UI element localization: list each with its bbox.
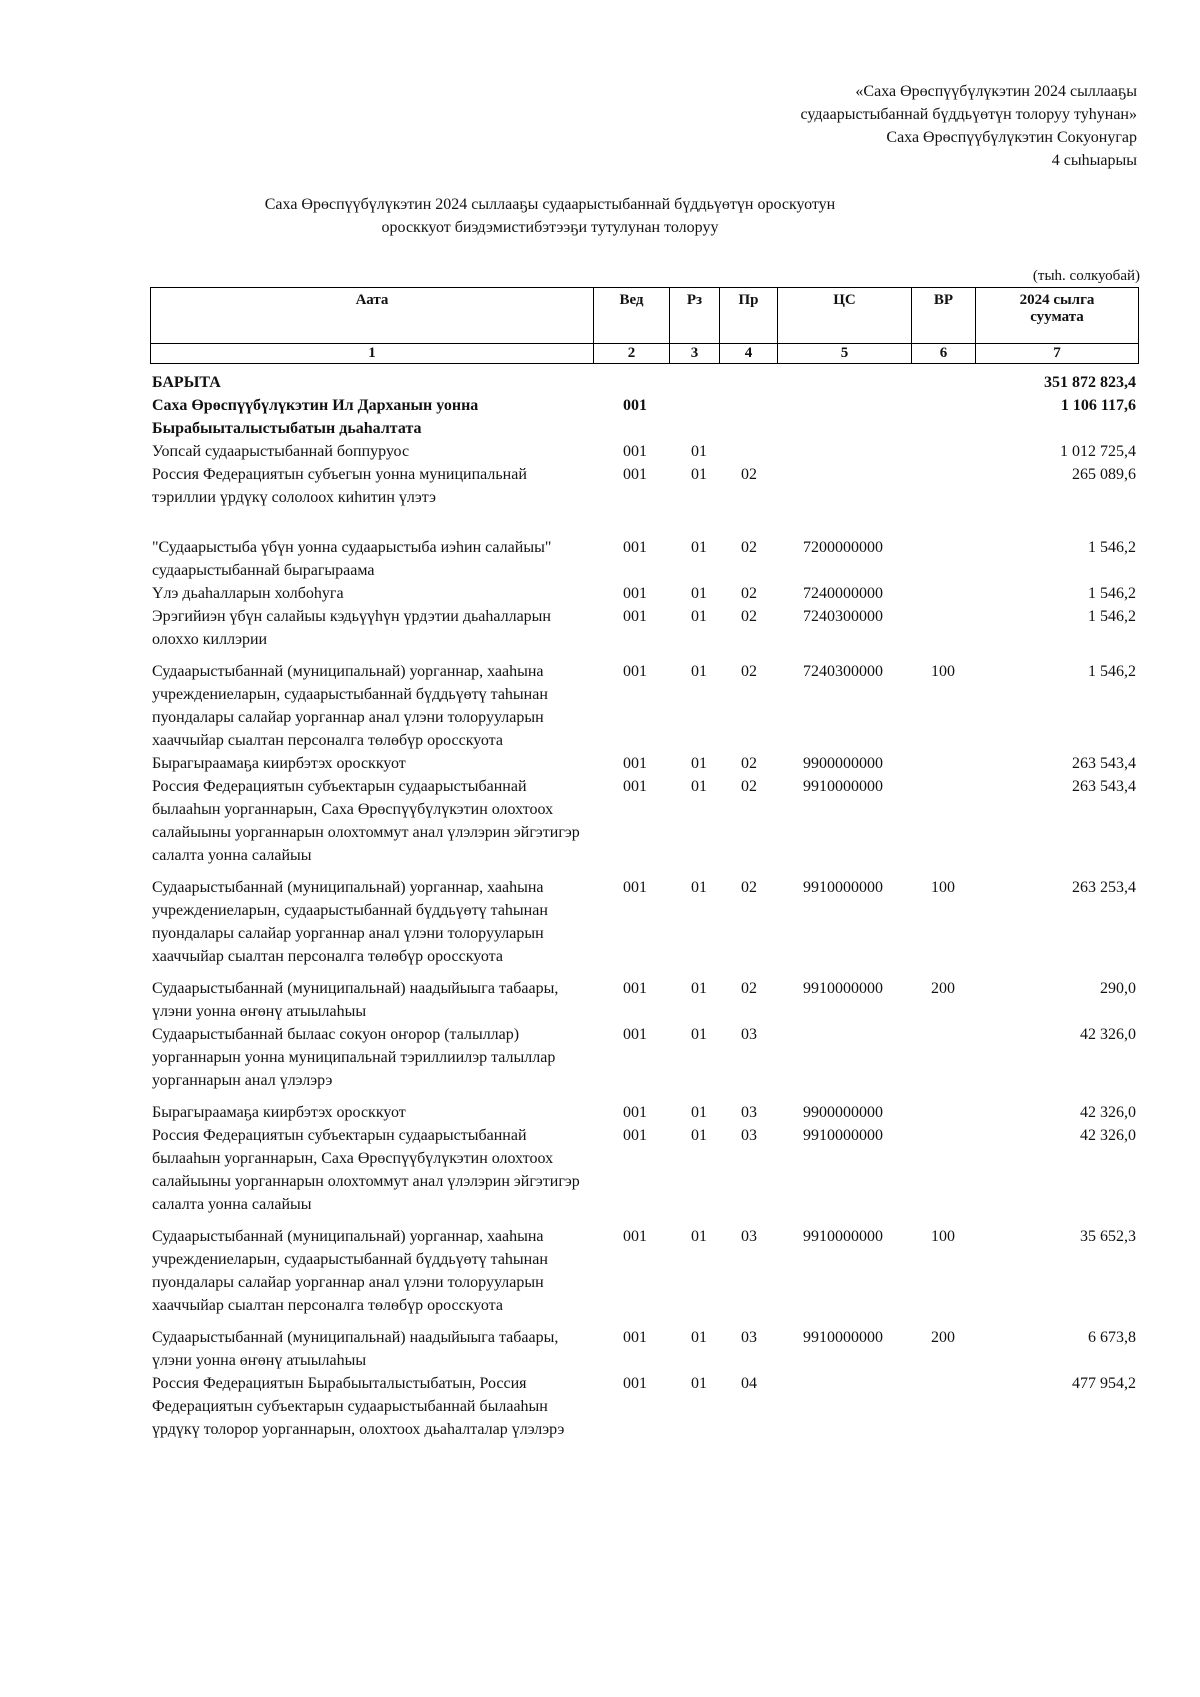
cell-rz: 01: [691, 1104, 707, 1121]
cell-ved: 001: [623, 1228, 647, 1245]
cell-cs: [777, 394, 911, 440]
cell-pr: 02: [741, 663, 757, 680]
cell-name: "Судаарыстыба үбүн уонна судаарыстыба иэһин салайыы" судаарыстыбаннай бырагыраама: [152, 539, 552, 579]
header-amount-line: суумата: [1030, 309, 1084, 325]
title-line: Саха Өрөспүүбүлүкэтин 2024 сыллааҕы судаарыстыбаннай бүддьүөтүн ороскуотун: [264, 196, 836, 213]
cell-rz: 01: [691, 1228, 707, 1245]
cell-rz: 01: [691, 1026, 707, 1043]
header-amount-line: 2024 сылга: [1019, 292, 1095, 308]
cell-ved: 001: [623, 443, 647, 460]
cell-pr: 03: [741, 1104, 757, 1121]
cell-amount: 1 546,2: [1088, 663, 1136, 680]
cell-vr: 100: [931, 663, 955, 680]
cell-pr: [719, 394, 777, 440]
cell-vr: 100: [931, 879, 955, 896]
cell-name: Уопсай судаарыстыбаннай боппуруос: [152, 443, 410, 460]
cell-pr: 02: [741, 539, 757, 556]
cell-vr: 100: [931, 1228, 955, 1245]
cell-vr: 200: [931, 980, 955, 997]
cell-rz: 01: [691, 585, 707, 602]
cell-cs: 9910000000: [803, 1127, 883, 1144]
column-number: 3: [670, 344, 720, 364]
cell-cs: 9910000000: [803, 980, 883, 997]
header-vr: ВР: [912, 288, 976, 344]
cell-name: Үлэ дьаһалларын холбоһуга: [152, 585, 344, 602]
cell-ved: [593, 371, 669, 394]
table-row: [150, 775, 1138, 876]
cell-rz: 01: [691, 1127, 707, 1144]
cell-pr: 03: [741, 1228, 757, 1245]
cell-name: Судаарыстыбаннай (муниципальнай) уорганнар, хааһына учреждениеларын, судаарыстыбаннай бүддьүөтү таһынан пуондалары салайар уорганнар анал үлэни толорууларын хааччыйар сыалтан персоналга төлөбүр оросскуота: [152, 1228, 548, 1314]
column-number: 5: [778, 344, 912, 364]
cell-rz: 01: [691, 663, 707, 680]
expenditure-table: [150, 371, 1138, 1441]
cell-ved: 001: [623, 608, 647, 625]
cell-name: БАРЫТА: [152, 374, 221, 391]
cell-pr: 02: [741, 466, 757, 483]
cell-name: Бырагыраамаҕа киирбэтэх оросккуот: [152, 755, 406, 772]
cell-ved: 001: [623, 1375, 647, 1392]
cell-cs: 9900000000: [803, 755, 883, 772]
cell-pr: 02: [741, 980, 757, 997]
cell-vr: [911, 1124, 975, 1225]
cell-amount: 263 543,4: [1072, 755, 1136, 772]
table-row: [150, 463, 1138, 536]
table-body: [150, 371, 1138, 1441]
cell-vr: [911, 582, 975, 605]
annex-line: Саха Өрөспүүбүлүкэтин Сокуонугар: [886, 129, 1137, 146]
cell-ved: 001: [623, 663, 647, 680]
cell-pr: 03: [741, 1127, 757, 1144]
cell-cs: [777, 440, 911, 463]
table-row: [150, 752, 1138, 775]
header-amount: [976, 288, 1139, 344]
cell-amount: 265 089,6: [1072, 466, 1136, 483]
cell-vr: [911, 1372, 975, 1441]
cell-cs: 9910000000: [803, 879, 883, 896]
cell-ved: 001: [623, 879, 647, 896]
table-row: [150, 1023, 1138, 1101]
title-line: оросккуот биэдэмистибэтээҕи тутулунан толоруу: [381, 219, 719, 236]
header-name: Аата: [151, 288, 594, 344]
annex-line: судаарыстыбаннай бүддьүөтүн толоруу туһунан»: [800, 106, 1137, 123]
cell-name: Судаарыстыбаннай (муниципальнай) уорганнар, хааһына учреждениеларын, судаарыстыбаннай бүддьүөтү таһынан пуондалары салайар уорганнар анал үлэни толорууларын хааччыйар сыалтан персоналга төлөбүр оросскуота: [152, 879, 548, 965]
column-number: 6: [912, 344, 976, 364]
cell-vr: [911, 463, 975, 536]
cell-cs: 9910000000: [803, 1329, 883, 1346]
cell-name: Россия Федерациятын субъектарын судаарыстыбаннай былааһын уорганнарын, Саха Өрөспүүбүлүкэтин олохтоох салайыыны уорганнарын олохтоммут анал үлэлэрин эйгэтигэр салалта уонна салайыы: [152, 778, 580, 864]
cell-cs: 7240300000: [803, 608, 883, 625]
header-cs: ЦС: [778, 288, 912, 344]
cell-name: Судаарыстыбаннай былаас сокуон оҥорор (талыллар) уорганнарын уонна муниципальнай тэриллиилэр талыллар уорганнарын анал үлэлэрэ: [152, 1026, 556, 1089]
cell-amount: 35 652,3: [1080, 1228, 1136, 1245]
cell-ved: 001: [623, 1329, 647, 1346]
cell-cs: [777, 371, 911, 394]
cell-pr: 02: [741, 608, 757, 625]
cell-vr: [911, 752, 975, 775]
units-note: (тыһ. солкуобай): [1032, 268, 1140, 284]
cell-name: Бырагыраамаҕа киирбэтэх оросккуот: [152, 1104, 406, 1121]
cell-vr: [911, 605, 975, 660]
cell-cs: 9910000000: [803, 778, 883, 795]
cell-name: Саха Өрөспүүбүлүкэтин Ил Дарханын уонна Бырабыыталыстыбатын дьаһалтата: [152, 397, 479, 437]
cell-pr: [719, 371, 777, 394]
table-row: [150, 660, 1138, 752]
cell-name: Судаарыстыбаннай (муниципальнай) наадыйыыга табаары, үлэни уонна өҥөнү атыылаһыы: [152, 980, 559, 1020]
cell-pr: 03: [741, 1026, 757, 1043]
cell-rz: 01: [691, 1375, 707, 1392]
table-row: [150, 371, 1138, 394]
table-row: [150, 1124, 1138, 1225]
table-row: [150, 536, 1138, 582]
cell-ved: 001: [623, 397, 647, 414]
cell-amount: 1 546,2: [1088, 585, 1136, 602]
cell-vr: [911, 394, 975, 440]
cell-ved: 001: [623, 1026, 647, 1043]
annex-reference: [801, 80, 1137, 172]
cell-vr: [911, 1101, 975, 1124]
cell-rz: [669, 394, 719, 440]
cell-cs: [777, 1372, 911, 1441]
cell-pr: 04: [741, 1375, 757, 1392]
cell-amount: 1 546,2: [1088, 539, 1136, 556]
column-number: 2: [594, 344, 670, 364]
cell-amount: 42 326,0: [1080, 1026, 1136, 1043]
cell-vr: [911, 1023, 975, 1101]
annex-line: «Саха Өрөспүүбүлүкэтин 2024 сыллааҕы: [855, 83, 1137, 100]
table-row: [150, 1372, 1138, 1441]
column-number: 1: [151, 344, 594, 364]
cell-ved: 001: [623, 539, 647, 556]
cell-ved: 001: [623, 585, 647, 602]
cell-cs: [777, 463, 911, 536]
column-number: 4: [720, 344, 778, 364]
column-number: 7: [976, 344, 1139, 364]
cell-ved: 001: [623, 1127, 647, 1144]
document-title: [200, 193, 900, 239]
cell-name: Эрэгийиэн үбүн салайыы кэдьүүһүн үрдэтии дьаһалларын олоххо киллэрии: [152, 608, 551, 648]
table-header: [150, 287, 1139, 364]
cell-name: Россия Федерациятын Бырабыыталыстыбатын, Россия Федерациятын субъектарын судаарыстыбаннай былааһын үрдүкү толорор уорганнарын, олохтоох дьаһалталар үлэлэрэ: [152, 1375, 565, 1438]
cell-vr: 200: [931, 1329, 955, 1346]
cell-rz: 01: [691, 755, 707, 772]
table-row: [150, 440, 1138, 463]
cell-rz: 01: [691, 1329, 707, 1346]
cell-name: Судаарыстыбаннай (муниципальнай) уорганнар, хааһына учреждениеларын, судаарыстыбаннай бүддьүөтү таһынан пуондалары салайар уорганнар анал үлэни толорууларын хааччыйар сыалтан персоналга төлөбүр оросскуота: [152, 663, 548, 749]
cell-vr: [911, 775, 975, 876]
cell-amount: 1 106 117,6: [1060, 397, 1136, 414]
cell-amount: 477 954,2: [1072, 1375, 1136, 1392]
table-row: [150, 605, 1138, 660]
cell-ved: 001: [623, 1104, 647, 1121]
table-row: [150, 977, 1138, 1023]
cell-amount: 263 253,4: [1072, 879, 1136, 896]
table-row: [150, 582, 1138, 605]
cell-vr: [911, 440, 975, 463]
cell-rz: 01: [691, 443, 707, 460]
table-row: [150, 876, 1138, 977]
cell-amount: 351 872 823,4: [1044, 374, 1136, 391]
cell-vr: [911, 536, 975, 582]
cell-amount: 290,0: [1100, 980, 1136, 997]
cell-ved: 001: [623, 755, 647, 772]
cell-name: Судаарыстыбаннай (муниципальнай) наадыйыыга табаары, үлэни уонна өҥөнү атыылаһыы: [152, 1329, 559, 1369]
header-ved: Вед: [594, 288, 670, 344]
cell-rz: 01: [691, 980, 707, 997]
cell-cs: 7240000000: [803, 585, 883, 602]
cell-rz: 01: [691, 879, 707, 896]
table-row: [150, 1101, 1138, 1124]
cell-cs: 7240300000: [803, 663, 883, 680]
cell-rz: 01: [691, 539, 707, 556]
cell-amount: 1 012 725,4: [1060, 443, 1136, 460]
cell-cs: 7200000000: [803, 539, 883, 556]
cell-rz: [669, 371, 719, 394]
table-row: [150, 1225, 1138, 1326]
cell-rz: 01: [691, 778, 707, 795]
cell-pr: 02: [741, 879, 757, 896]
cell-amount: 263 543,4: [1072, 778, 1136, 795]
cell-amount: 1 546,2: [1088, 608, 1136, 625]
cell-vr: [911, 371, 975, 394]
annex-line: 4 сыһыарыы: [1051, 152, 1137, 169]
table-row: [150, 1326, 1138, 1372]
header-pr: Пр: [720, 288, 778, 344]
cell-ved: 001: [623, 778, 647, 795]
cell-rz: 01: [691, 466, 707, 483]
cell-pr: 03: [741, 1329, 757, 1346]
cell-ved: 001: [623, 466, 647, 483]
cell-cs: 9900000000: [803, 1104, 883, 1121]
cell-rz: 01: [691, 608, 707, 625]
cell-amount: 42 326,0: [1080, 1127, 1136, 1144]
cell-ved: 001: [623, 980, 647, 997]
cell-name: Россия Федерациятын субъегын уонна муниципальнай тэриллии үрдүкү сололоох киһитин үлэтэ: [152, 466, 527, 506]
cell-pr: 02: [741, 778, 757, 795]
cell-pr: 02: [741, 755, 757, 772]
cell-pr: [719, 440, 777, 463]
cell-amount: 42 326,0: [1080, 1104, 1136, 1121]
cell-amount: 6 673,8: [1088, 1329, 1136, 1346]
cell-name: Россия Федерациятын субъектарын судаарыстыбаннай былааһын уорганнарын, Саха Өрөспүүбүлүкэтин олохтоох салайыыны уорганнарын олохтоммут анал үлэлэрин эйгэтигэр салалта уонна салайыы: [152, 1127, 580, 1213]
cell-cs: [777, 1023, 911, 1101]
cell-pr: 02: [741, 585, 757, 602]
header-rz: Рз: [670, 288, 720, 344]
cell-cs: 9910000000: [803, 1228, 883, 1245]
table-row: [150, 394, 1138, 440]
